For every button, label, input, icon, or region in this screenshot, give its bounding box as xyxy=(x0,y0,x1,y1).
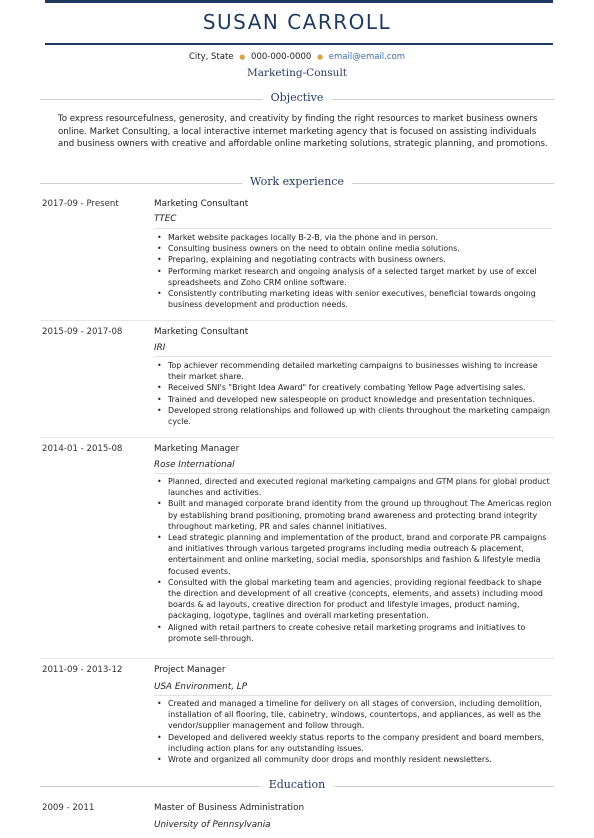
job-title: Marketing-Consult xyxy=(246,67,348,79)
email-link[interactable]: email@email.com xyxy=(328,52,406,62)
list-item: • Created and managed a timeline for delivery on all stages of conversion, including demolition, installation of all flooring, tile, cabinetry, windows, countertops, and appliances, as well as the vendor/supplier management and follow through. xyxy=(154,698,554,732)
job-dates: 2014-01 - 2015-08 xyxy=(42,444,123,454)
separator-dot-icon: ● xyxy=(239,53,246,61)
job-bullets xyxy=(154,698,554,765)
job-position: Marketing Consultant xyxy=(154,199,249,209)
list-item: • Performing market research and ongoing analysis of a selected target market by use of excel spreadsheets and Zoho CRM online software. xyxy=(154,266,554,288)
job-dates: 2011-09 - 2013-12 xyxy=(42,665,123,675)
list-item: • Consulting business owners on the need to obtain online media solutions. xyxy=(154,243,554,254)
phone-text: 000-000-0000 xyxy=(251,52,312,62)
job-divider xyxy=(154,473,552,474)
education-degree: Master of Business Administration xyxy=(154,803,305,813)
location-text: City, State xyxy=(188,52,234,62)
section-title: Work experience xyxy=(242,175,352,188)
job-position: Project Manager xyxy=(154,665,226,675)
job-bullets xyxy=(154,360,554,427)
entry-separator xyxy=(40,437,554,438)
job-dates: 2015-09 - 2017-08 xyxy=(42,327,123,337)
candidate-name: SUSAN CARROLL xyxy=(202,10,392,34)
list-item: • Wrote and organized all community door drops and monthly resident newsletters. xyxy=(154,754,554,765)
job-company: IRI xyxy=(154,343,166,353)
list-item: • Developed strong relationships and followed up with clients throughout the marketing campaign cycle. xyxy=(154,405,554,427)
section-title: Education xyxy=(261,778,334,791)
top-accent-bar xyxy=(45,0,553,3)
list-item: • Lead strategic planning and implementation of the product, brand and corporate PR campaigns and initiatives through various targeted programs including media outreach & placement, entertainment and online marketing, social media, sponsorships and fashion & lifestyle media focused events. xyxy=(154,532,554,577)
list-item: • Built and managed corporate brand identity from the ground up throughout The Americas region by establishing brand positioning, promoting brand awareness and protecting brand integrity throughout marketing, PR and sales channel initiatives. xyxy=(154,498,554,532)
list-item: • Aligned with retail partners to create cohesive retail marketing programs and initiatives to promote sell-through. xyxy=(154,622,554,644)
section-header-objective xyxy=(40,92,554,106)
job-divider xyxy=(154,356,552,357)
separator-dot-icon: ● xyxy=(316,53,324,61)
contact-line xyxy=(0,52,594,62)
job-company: TTEC xyxy=(154,214,177,224)
objective-text: To express resourcefulness, generosity, and creativity by finding the right resources to market business owners online. Market Consulting, a local interactive internet marketing agency that is focused on assisting individuals and business owners with creative and affordable online marketing solutions, strategic planning, and promotions. xyxy=(58,114,548,149)
job-company: USA Environment, LP xyxy=(154,682,247,692)
section-header-education xyxy=(40,779,554,793)
list-item: • Developed and delivered weekly status reports to the company president and board members, including action plans for any outstanding issues. xyxy=(154,732,554,754)
section-title: Objective xyxy=(263,91,332,104)
list-item: • Received SNI's "Bright Idea Award" for creatively combating Yellow Page advertising sales. xyxy=(154,382,554,393)
list-item: • Trained and developed new salespeople on product knowledge and presentation techniques. xyxy=(154,394,554,405)
entry-separator xyxy=(40,658,554,659)
list-item: • Consulted with the global marketing team and agencies, providing regional feedback to shape the direction and development of all creative (concepts, elements, and assets) including mood boards & ad layouts, creative direction for product and lifestyle images, product naming, packaging, logotype, taglines and overall marketing presentation. xyxy=(154,577,554,622)
list-item: • Preparing, explaining and negotiating contracts with business owners. xyxy=(154,254,554,265)
section-header-experience xyxy=(40,176,554,190)
list-item: • Market website packages locally B-2-B, via the phone and in person. xyxy=(154,232,554,243)
education-school: University of Pennsylvania xyxy=(154,820,271,830)
job-divider xyxy=(154,695,552,696)
job-position: Marketing Consultant xyxy=(154,327,249,337)
list-item: • Top achiever recommending detailed marketing campaigns to businesses wishing to increase their market share. xyxy=(154,360,554,382)
job-bullets xyxy=(154,232,554,310)
list-item: • Consistently contributing marketing ideas with senior executives, beneficial towards ongoing business development and production needs. xyxy=(154,288,554,310)
job-bullets xyxy=(154,476,554,644)
list-item: • Planned, directed and executed regional marketing campaigns and GTM plans for global product launches and activities. xyxy=(154,476,554,498)
education-dates: 2009 - 2011 xyxy=(42,803,95,813)
job-dates: 2017-09 - Present xyxy=(42,199,119,209)
name-underline xyxy=(45,43,553,45)
job-position: Marketing Manager xyxy=(154,444,240,454)
job-divider xyxy=(154,228,552,229)
entry-separator xyxy=(40,320,554,321)
job-company: Rose International xyxy=(154,460,235,470)
